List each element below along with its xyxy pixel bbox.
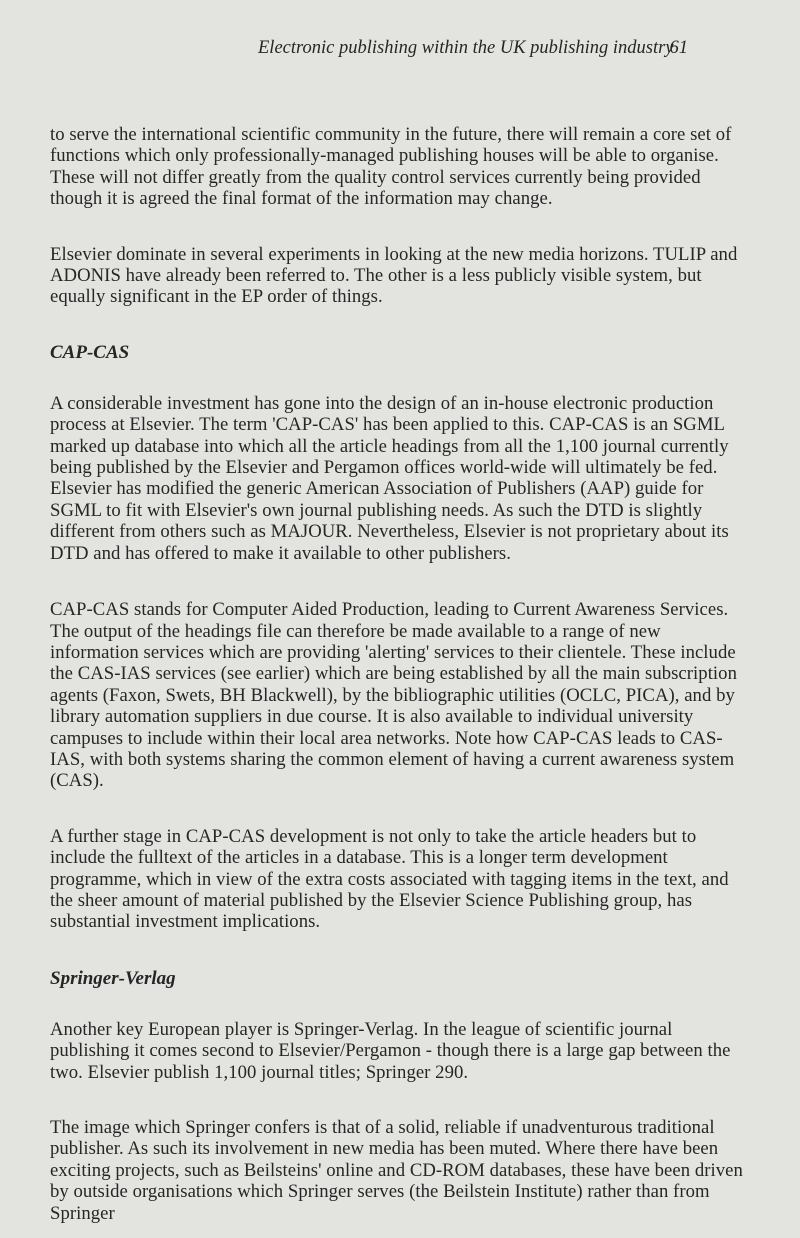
paragraph: The image which Springer confers is that of a solid, reliable if unadventurous traditional publisher. As such its involvement in new media has been muted. Where there have been exciting projects, such as Beilsteins' online and CD-ROM databases, these have been driven by outside organisations which Springer serves (the Beilstein Institute) rather than from Springer <box>50 1117 743 1224</box>
paragraph: Elsevier dominate in several experiments in looking at the new media horizons. TULIP and ADONIS have already been referred to. The other is a less publicly visible system, but equally significant in the EP order of things. <box>50 243 738 308</box>
paragraph: A further stage in CAP-CAS development is not only to take the article headers but to include the fulltext of the articles in a database. This is a longer term development programme, which in view of the extra costs associated with tagging items in the text, and the sheer amount of material published by the Elsevier Science Publishing group, has substantial investment implications. <box>50 825 729 933</box>
paragraph: A considerable investment has gone into the design of an in-house electronic production process at Elsevier. The term 'CAP-CAS' has been applied to this. CAP-CAS is an SGML marked up database into which all the article headings from all the 1,100 journal currently being published by the Elsevier and Pergamon offices world-wide will ultimately be fed. Elsevier has modified the generic American Association of Publishers (AAP) guide for SGML to fit with Elsevier's own journal publishing needs. As such the DTD is slightly different from others such as MAJOUR. Nevertheless, Elsevier is not proprietary about its DTD and has offered to make it available to other publishers. <box>50 392 729 564</box>
page-number: 61 <box>669 38 688 58</box>
running-title: Electronic publishing within the UK publishing industry <box>258 38 674 58</box>
paragraph: CAP-CAS stands for Computer Aided Production, leading to Current Awareness Services. The output of the headings file can therefore be made available to a range of new information services which are providing 'alerting' services to their clientele. These include the CAS-IAS services (see earlier) which are being established by all the main subscription agents (Faxon, Swets, BH Blackwell), by the bibliographic utilities (OCLC, PICA), and by library automation suppliers in due course. It is also available to individual university campuses to include within their local area networks. Note how CAP-CAS leads to CAS-IAS, with both systems sharing the common element of having a current awareness system (CAS). <box>50 599 737 792</box>
paragraph: to serve the international scientific community in the future, there will remain a core set of functions which only professionally-managed publishing houses will be able to organise. These will not differ greatly from the quality control services currently being provided though it is agreed the final format of the information may change. <box>50 124 732 210</box>
paragraph: Another key European player is Springer-Verlag. In the league of scientific journal publishing it comes second to Elsevier/Pergamon - though there is a large gap between the two. Elsevier publish 1,100 journal titles; Springer 290. <box>50 1018 731 1083</box>
section-heading-springer-verlag: Springer-Verlag <box>50 967 176 989</box>
page-body <box>50 124 750 1224</box>
section-heading-cap-cas: CAP-CAS <box>50 341 130 363</box>
